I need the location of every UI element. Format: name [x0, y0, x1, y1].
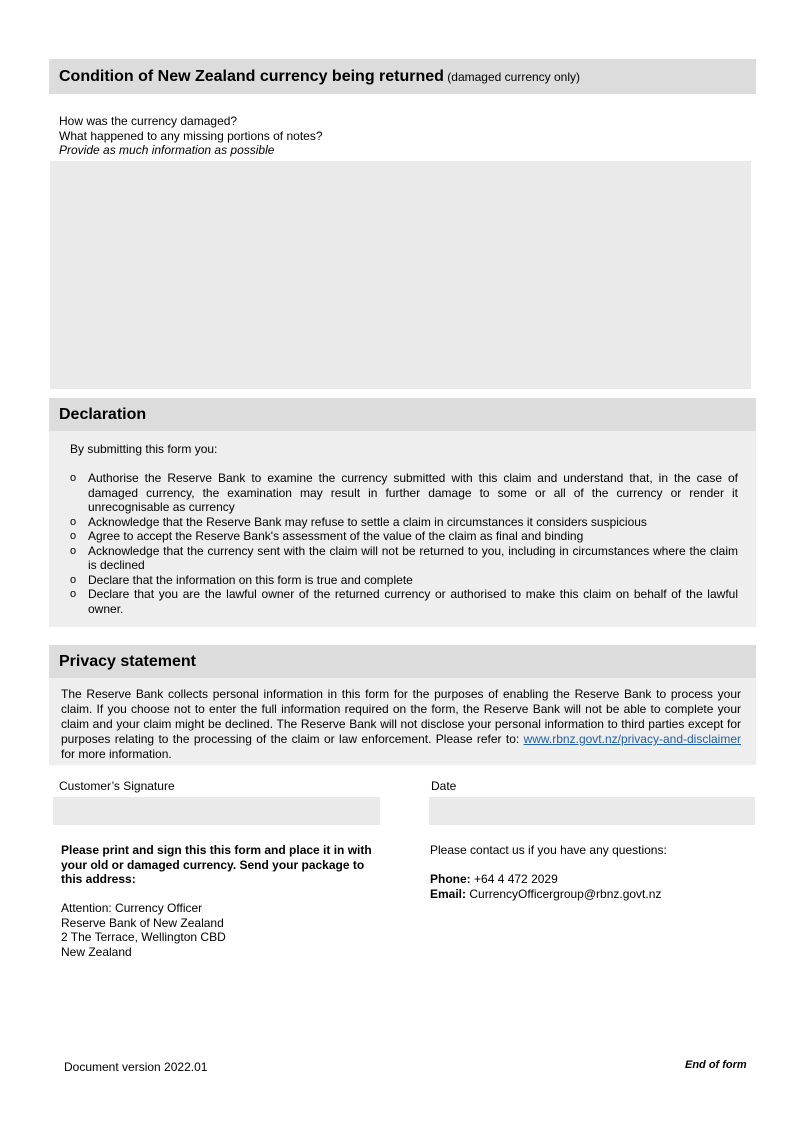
- declaration-body: [49, 431, 756, 627]
- declaration-item-text: Declare that the information on this form is true and complete: [88, 572, 413, 587]
- signature-label: Customer’s Signature: [59, 779, 175, 793]
- question-how-damaged: How was the currency damaged?: [59, 114, 238, 128]
- condition-questions: [59, 114, 323, 158]
- declaration-section-title: Declaration: [59, 406, 147, 423]
- address-line: New Zealand: [61, 944, 132, 959]
- declaration-section-header: [49, 398, 756, 431]
- date-field[interactable]: [429, 797, 755, 825]
- address-line: Attention: Currency Officer: [61, 901, 203, 915]
- mailing-instructions: Please print and sign this this form and place it in with your old or damaged currency. Send your package to this address:: [61, 843, 372, 886]
- date-label: Date: [431, 779, 457, 793]
- damage-description-field[interactable]: [50, 161, 751, 389]
- declaration-item: [70, 515, 738, 530]
- privacy-after-link: for more information.: [61, 747, 172, 761]
- privacy-text: [61, 687, 741, 762]
- privacy-section-title: Privacy statement: [59, 653, 196, 670]
- bullet-icon: o: [70, 472, 77, 484]
- bullet-icon: o: [70, 544, 77, 557]
- privacy-statement: The Reserve Bank collects personal information in this form for the purposes of enabling the Reserve Bank to process your claim. If you choose not to enter the full information required on the form, the Reserve Bank will not be able to complete your claim and your claim might be declined. The Reserve Bank will not disclose your personal information to third parties except for purposes relating to the processing of the claim or law enforcement. Please refer to:: [61, 687, 741, 746]
- contact-email: [430, 887, 661, 902]
- declaration-item: [70, 573, 738, 588]
- document-version: Document version 2022.01: [64, 1060, 208, 1074]
- condition-section-title: Condition of New Zealand currency being returned: [59, 68, 444, 85]
- contact-phone: [430, 872, 558, 887]
- declaration-item-text: Acknowledge that the currency sent with the claim will not be returned to you, including in circumstances where the claim is declined: [88, 543, 738, 572]
- declaration-item: [70, 471, 738, 515]
- email-value: CurrencyOfficergroup@rbnz.govt.nz: [469, 887, 662, 901]
- question-hint: Provide as much information as possible: [59, 143, 275, 157]
- phone-label: Phone:: [430, 872, 471, 886]
- bullet-icon: o: [70, 530, 77, 542]
- declaration-intro: By submitting this form you:: [70, 442, 218, 456]
- bullet-icon: o: [70, 515, 77, 528]
- declaration-item: [70, 529, 738, 544]
- question-missing-portions: What happened to any missing portions of notes?: [59, 128, 323, 143]
- declaration-list: [70, 471, 738, 616]
- contact-intro: Please contact us if you have any questions:: [430, 843, 667, 857]
- declaration-item: [70, 587, 738, 616]
- phone-value: +64 4 472 2029: [474, 872, 558, 886]
- signature-field[interactable]: [53, 797, 380, 825]
- address-line: Reserve Bank of New Zealand: [61, 915, 224, 930]
- condition-section-header: [49, 59, 756, 94]
- mailing-address: [61, 901, 226, 959]
- end-of-form: End of form: [685, 1059, 747, 1071]
- privacy-body: [49, 678, 756, 765]
- declaration-item: [70, 544, 738, 573]
- declaration-item-text: Agree to accept the Reserve Bank's assessment of the value of the claim as final and binding: [88, 529, 584, 543]
- address-line: 2 The Terrace, Wellington CBD: [61, 930, 226, 944]
- bullet-icon: o: [70, 588, 77, 600]
- email-label: Email:: [430, 887, 467, 901]
- privacy-link[interactable]: www.rbnz.govt.nz/privacy-and-disclaimer: [523, 732, 741, 746]
- declaration-item-text: Declare that you are the lawful owner of the returned currency or authorised to make this claim on behalf of the lawful owner.: [88, 587, 738, 616]
- declaration-item-text: Acknowledge that the Reserve Bank may refuse to settle a claim in circumstances it considers suspicious: [88, 514, 647, 529]
- condition-section-subtitle: (damaged currency only): [447, 70, 581, 84]
- bullet-icon: o: [70, 573, 77, 586]
- declaration-item-text: Authorise the Reserve Bank to examine the currency submitted with this claim and understand that, in the case of damaged currency, the examination may result in further damage to some or all of the currency or render it unrecognisable as currency: [88, 471, 738, 514]
- privacy-section-header: [49, 645, 756, 678]
